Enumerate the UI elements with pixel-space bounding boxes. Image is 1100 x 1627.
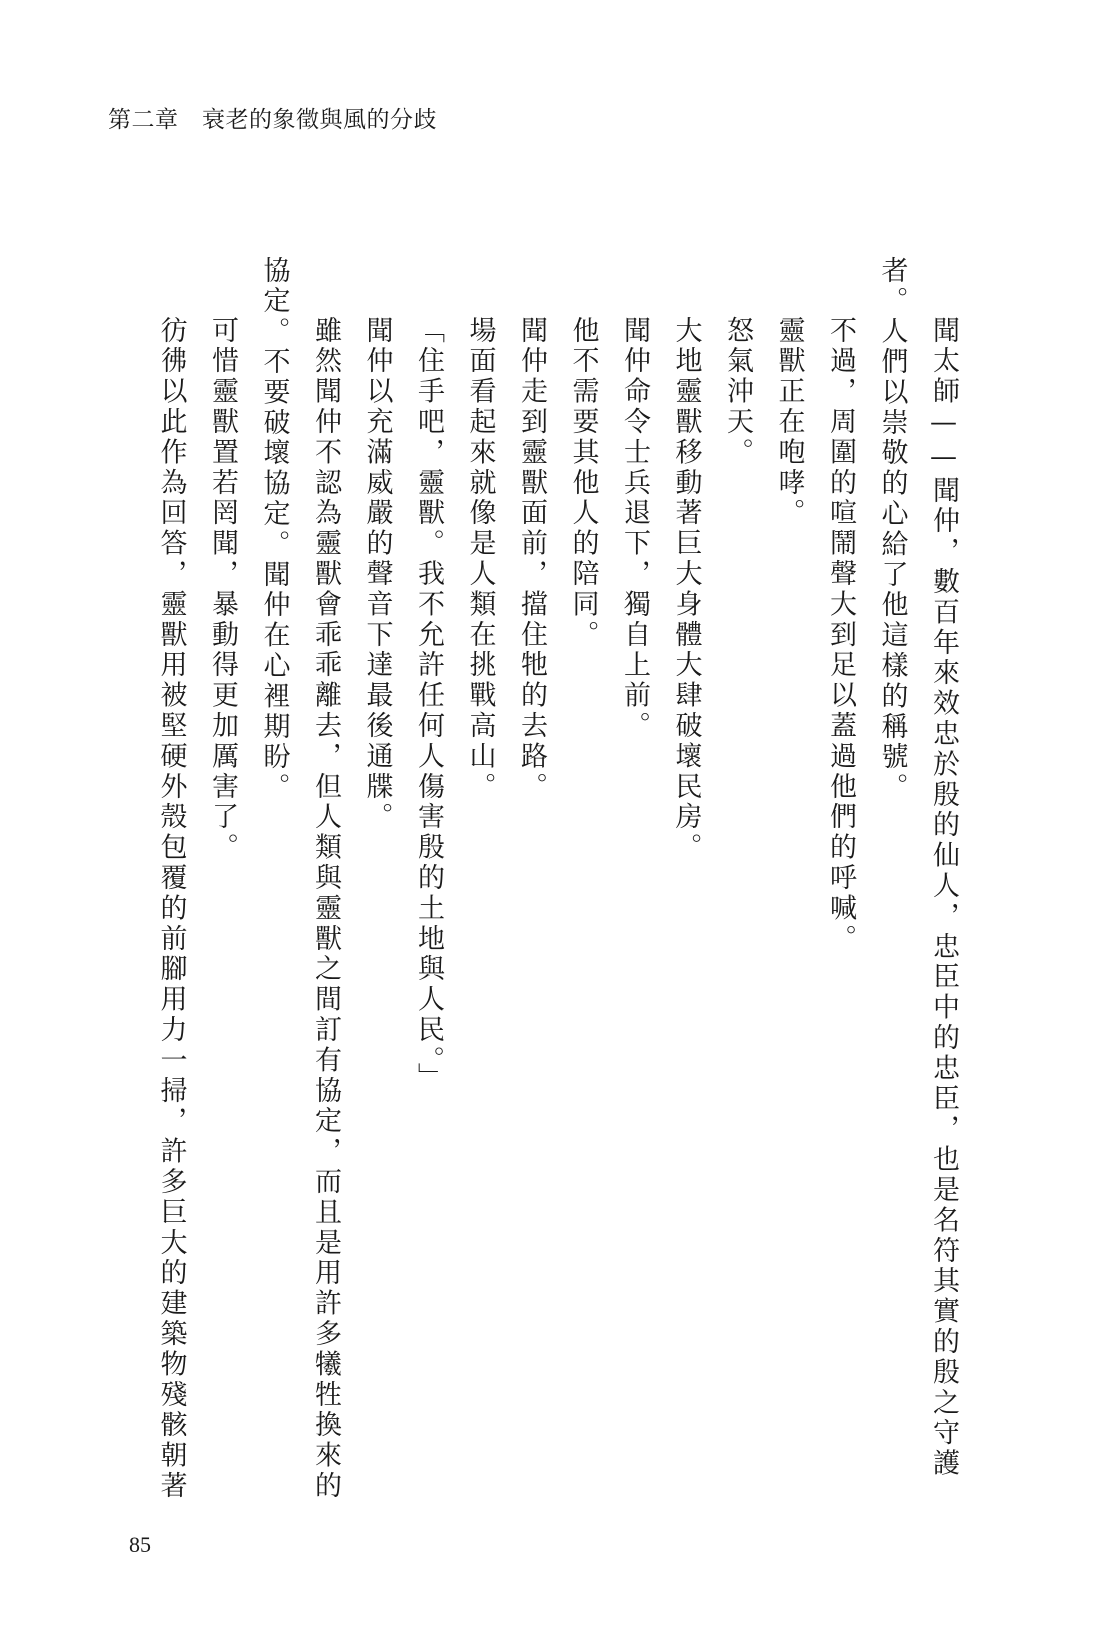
text-line: 大地靈獸移動著巨大身體大肆破壞民房。 bbox=[670, 316, 702, 864]
running-header bbox=[108, 101, 437, 134]
chapter-title: 衰老的象徵與風的分歧 bbox=[202, 107, 437, 133]
dialogue-line: 「住手吧，靈獸。我不允許任何人傷害殷的土地與人民。」 bbox=[413, 316, 444, 1093]
text-line: 者。人們以崇敬的心給了他這樣的稱號。 bbox=[876, 256, 908, 804]
text-line: 聞仲走到靈獸面前，擋住牠的去路。 bbox=[516, 316, 547, 803]
text-line: 場面看起來就像是人類在挑戰高山。 bbox=[464, 316, 496, 803]
text-line: 不過，周圍的喧鬧聲大到足以蓋過他們的呼喊。 bbox=[825, 316, 856, 955]
text-line: 可惜靈獸置若罔聞，暴動得更加厲害了。 bbox=[207, 316, 238, 864]
text-line: 聞仲以充滿威嚴的聲音下達最後通牒。 bbox=[361, 316, 393, 833]
chapter-number: 第二章 bbox=[108, 107, 179, 133]
text-line: 怒氣沖天。 bbox=[722, 316, 753, 468]
page-number: 85 bbox=[129, 1532, 151, 1557]
text-line: 雖然聞仲不認為靈獸會乖乖離去，但人類與靈獸之間訂有協定，而且是用許多犧牲換來的 bbox=[310, 316, 341, 1502]
text-line: 彷彿以此作為回答，靈獸用被堅硬外殼包覆的前腳用力一掃，許多巨大的建築物殘骸朝著 bbox=[155, 316, 187, 1502]
text-line: 聞太師——聞仲，數百年來效忠於殷的仙人，忠臣中的忠臣，也是名符其實的殷之守護 bbox=[928, 316, 959, 1480]
text-line: 聞仲命令士兵退下，獨自上前。 bbox=[619, 316, 650, 742]
text-line: 靈獸正在咆哮。 bbox=[773, 316, 805, 529]
text-line: 協定。不要破壞協定。聞仲在心裡期盼。 bbox=[258, 256, 290, 804]
text-line: 他不需要其他人的陪同。 bbox=[567, 316, 599, 651]
